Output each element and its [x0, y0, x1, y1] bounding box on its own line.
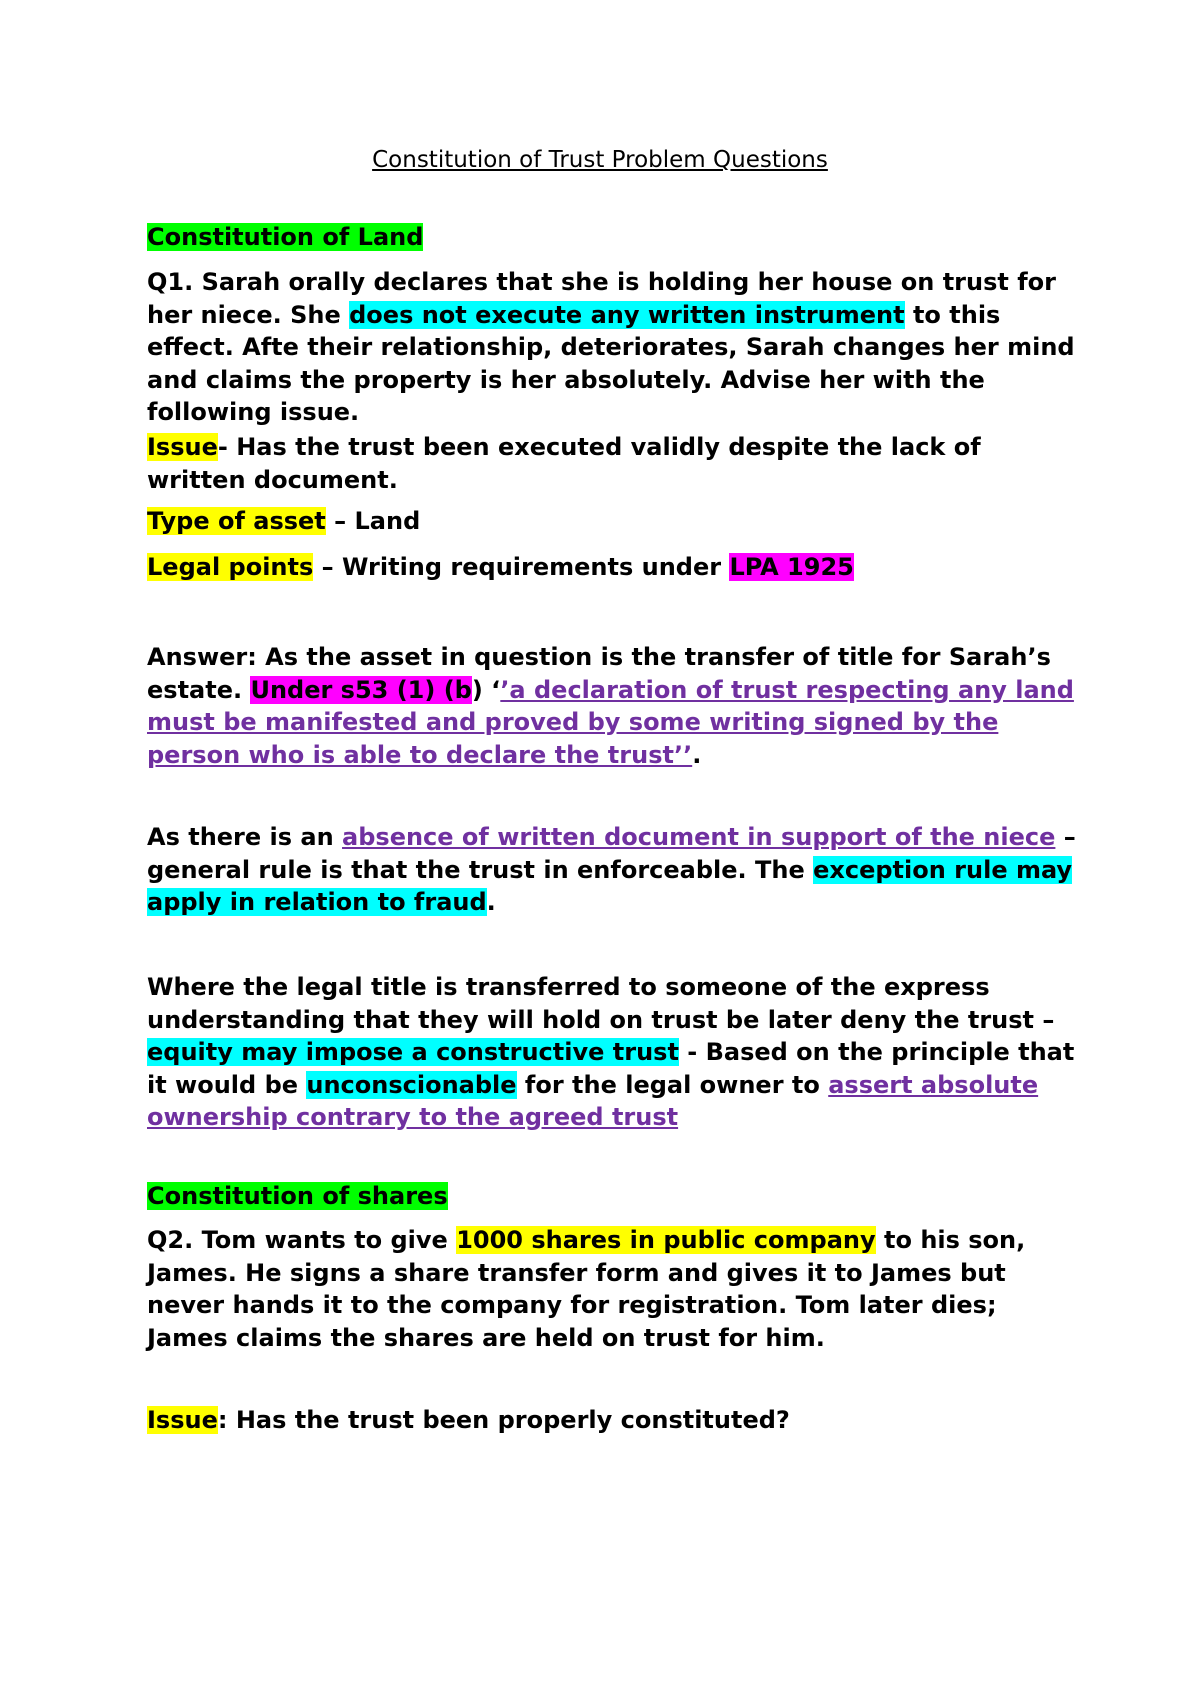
section-heading-shares	[147, 1180, 1077, 1213]
issue-2-paragraph	[147, 1404, 1077, 1437]
asset-label: Type of asset	[147, 507, 326, 535]
q1-text-end: to this effect. Afte their relationship, deteriorates, Sarah changes her mind and claims the property is her absolutely. Advise her with the following issue.	[147, 300, 1075, 426]
issue-paragraph	[147, 431, 1077, 496]
constructive-trust-paragraph	[147, 971, 1077, 1134]
ct-text-start: Where the legal title is transferred to someone of the express understanding that they will hold on trust be later deny the trust –	[147, 973, 1055, 1034]
q2-highlight: 1000 shares in public company	[456, 1226, 876, 1254]
issue-label: Issue	[147, 433, 218, 461]
absence-paragraph	[147, 821, 1077, 919]
legal-act: LPA 1925	[729, 553, 854, 581]
ct-text-after: for the legal owner to	[516, 1070, 829, 1099]
q1-highlight: does not execute any written instrument	[349, 300, 905, 329]
q1-text-start: Q1. Sarah orally declares that she is holding her house on trust for her niece. She	[147, 268, 1056, 329]
answer-paragraph	[147, 641, 1077, 771]
answer-statute: Under s53 (1) (b	[250, 675, 472, 704]
unconscionable-highlight: unconscionable	[306, 1070, 517, 1099]
section-heading-land	[147, 221, 1077, 254]
asset-text: – Land	[325, 507, 421, 535]
absence-link: absence of written document in support of the niece	[342, 823, 1056, 851]
document-title: Constitution of Trust Problem Questions	[372, 147, 828, 173]
absence-text-end: .	[486, 888, 496, 916]
answer-text-mid: ) ‘	[471, 675, 501, 704]
q2-text-start: Q2. Tom wants to give	[147, 1226, 457, 1254]
exception-highlight: exception rule may apply in relation to fraud	[147, 855, 1073, 916]
absence-text-mid: – general rule is that the trust in enforceable. The	[147, 823, 1076, 884]
q2-text-end: to his son, James. He signs a share transfer form and gives it to James but never hands it to the company for registration. Tom later dies; James claims the shares are held on trust for him.	[147, 1226, 1026, 1352]
ct-text-mid: - Based on the principle that it would be	[147, 1038, 1075, 1099]
issue-2-label: Issue	[147, 1406, 218, 1434]
issue-text: - Has the trust been executed validly despite the lack of written document.	[147, 433, 981, 494]
asset-paragraph	[147, 505, 1077, 538]
issue-2-text: : Has the trust been properly constituted?	[217, 1406, 790, 1434]
question-1	[147, 266, 1077, 429]
ct-link: assert absolute ownership contrary to the agreed trust	[147, 1070, 1039, 1131]
legal-points-paragraph	[147, 551, 1077, 584]
section-heading-text: Constitution of Land	[147, 223, 424, 251]
constructive-trust-highlight: equity may impose a constructive trust	[147, 1038, 679, 1066]
legal-points-label: Legal points	[147, 553, 314, 581]
answer-quote: ’a declaration of trust respecting any land must be manifested and proved by some writing signed by the person who is able to declare the trust’’	[147, 675, 1074, 769]
question-2	[147, 1224, 1077, 1354]
section-heading-text: Constitution of shares	[147, 1182, 448, 1210]
answer-text-start: Answer: As the asset in question is the transfer of title for Sarah’s estate.	[147, 643, 1051, 704]
absence-text-start: As there is an	[147, 823, 343, 851]
legal-points-text: – Writing requirements under	[313, 553, 730, 581]
answer-text-end: .	[692, 740, 702, 769]
